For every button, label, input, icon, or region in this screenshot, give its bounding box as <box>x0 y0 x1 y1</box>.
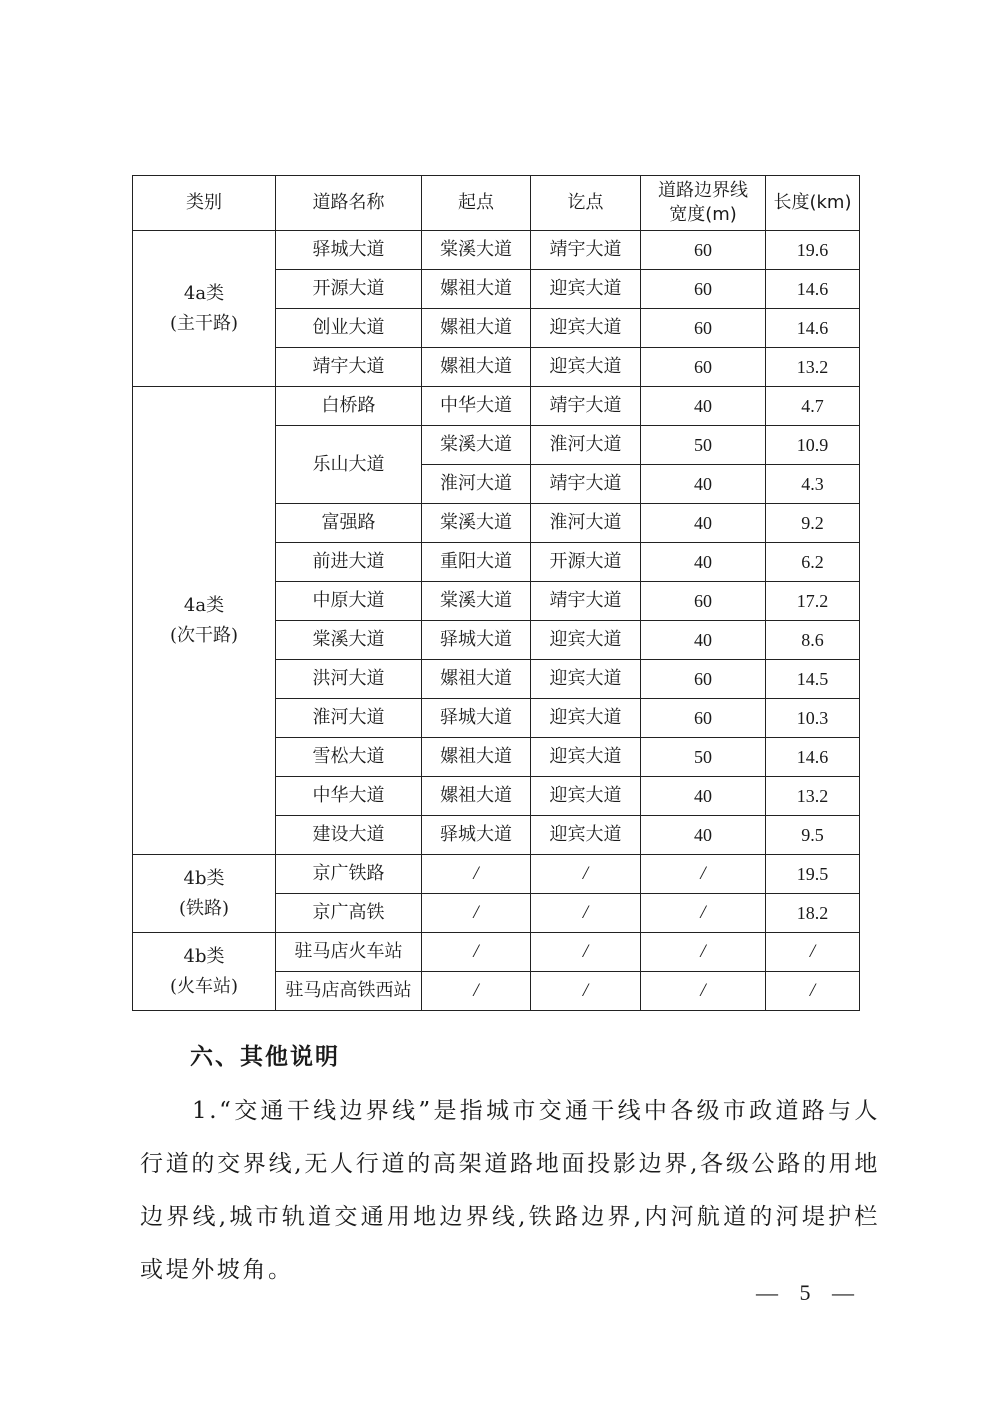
category-cell <box>133 387 276 855</box>
start-point-cell: 淮河大道 <box>422 465 531 504</box>
start-point-cell: 重阳大道 <box>422 543 531 582</box>
table-row <box>133 933 860 972</box>
start-point-cell: 嫘祖大道 <box>422 660 531 699</box>
width-cell: 40 <box>641 816 766 855</box>
end-point-cell: 迎宾大道 <box>531 660 641 699</box>
road-name-cell: 中华大道 <box>276 777 422 816</box>
category-sublabel: (火车站) <box>169 975 239 997</box>
end-point-cell: 迎宾大道 <box>531 621 641 660</box>
width-cell: 40 <box>641 621 766 660</box>
road-name-cell: 开源大道 <box>276 270 422 309</box>
end-point-cell: / <box>531 972 641 1011</box>
road-name-cell: 前进大道 <box>276 543 422 582</box>
category-label: 4a类 <box>183 282 225 304</box>
length-cell: 10.9 <box>766 426 860 465</box>
road-name-cell: 中原大道 <box>276 582 422 621</box>
road-name-cell: 棠溪大道 <box>276 621 422 660</box>
length-cell: 13.2 <box>766 348 860 387</box>
length-cell: 17.2 <box>766 582 860 621</box>
header-width <box>641 176 766 231</box>
length-cell: 9.2 <box>766 504 860 543</box>
start-point-cell: 驿城大道 <box>422 699 531 738</box>
end-point-cell: 靖宇大道 <box>531 465 641 504</box>
category-cell <box>133 231 276 387</box>
width-cell: 40 <box>641 777 766 816</box>
width-cell: 40 <box>641 465 766 504</box>
length-cell: 19.5 <box>766 855 860 894</box>
width-cell: / <box>641 855 766 894</box>
length-cell: 4.7 <box>766 387 860 426</box>
section-heading: 六、其他说明 <box>190 1044 340 1070</box>
road-name-cell: 洪河大道 <box>276 660 422 699</box>
category-sublabel: (主干路) <box>169 312 239 334</box>
end-point-cell: 迎宾大道 <box>531 777 641 816</box>
road-name-cell: 富强路 <box>276 504 422 543</box>
category-sublabel: (次干路) <box>169 624 239 646</box>
width-cell: 60 <box>641 231 766 270</box>
length-cell: 4.3 <box>766 465 860 504</box>
header-start: 起点 <box>422 176 531 231</box>
category-label: 4b类 <box>183 867 225 889</box>
start-point-cell: / <box>422 894 531 933</box>
width-cell: 40 <box>641 504 766 543</box>
length-cell: 9.5 <box>766 816 860 855</box>
road-name-cell: 驿城大道 <box>276 231 422 270</box>
end-point-cell: / <box>531 894 641 933</box>
start-point-cell: 嫘祖大道 <box>422 309 531 348</box>
length-cell: 14.6 <box>766 309 860 348</box>
width-cell: 60 <box>641 699 766 738</box>
start-point-cell: / <box>422 972 531 1011</box>
start-point-cell: 驿城大道 <box>422 816 531 855</box>
start-point-cell: 驿城大道 <box>422 621 531 660</box>
table-row <box>133 387 860 426</box>
start-point-cell: 棠溪大道 <box>422 504 531 543</box>
road-name-cell: 驻马店火车站 <box>276 933 422 972</box>
start-point-cell: 嫘祖大道 <box>422 270 531 309</box>
width-cell: 60 <box>641 348 766 387</box>
table-body <box>133 231 860 1011</box>
length-cell: 18.2 <box>766 894 860 933</box>
road-name-cell: 白桥路 <box>276 387 422 426</box>
start-point-cell: 棠溪大道 <box>422 231 531 270</box>
start-point-cell: 嫘祖大道 <box>422 348 531 387</box>
road-name-cell: 创业大道 <box>276 309 422 348</box>
width-cell: 40 <box>641 543 766 582</box>
end-point-cell: 迎宾大道 <box>531 816 641 855</box>
width-cell: / <box>641 894 766 933</box>
width-cell: 50 <box>641 738 766 777</box>
end-point-cell: 靖宇大道 <box>531 387 641 426</box>
start-point-cell: 中华大道 <box>422 387 531 426</box>
start-point-cell: / <box>422 855 531 894</box>
road-name-cell: 驻马店高铁西站 <box>276 972 422 1011</box>
end-point-cell: / <box>531 933 641 972</box>
length-cell: 13.2 <box>766 777 860 816</box>
end-point-cell: 淮河大道 <box>531 504 641 543</box>
category-cell <box>133 933 276 1011</box>
start-point-cell: 嫘祖大道 <box>422 738 531 777</box>
end-point-cell: 靖宇大道 <box>531 231 641 270</box>
road-name-cell: 靖宇大道 <box>276 348 422 387</box>
end-point-cell: 迎宾大道 <box>531 348 641 387</box>
length-cell: / <box>766 972 860 1011</box>
width-cell: 60 <box>641 582 766 621</box>
header-end: 讫点 <box>531 176 641 231</box>
road-name-cell: 淮河大道 <box>276 699 422 738</box>
table-row <box>133 231 860 270</box>
header-category: 类别 <box>133 176 276 231</box>
end-point-cell: 开源大道 <box>531 543 641 582</box>
width-cell: 40 <box>641 387 766 426</box>
end-point-cell: 迎宾大道 <box>531 270 641 309</box>
width-cell: / <box>641 972 766 1011</box>
start-point-cell: 棠溪大道 <box>422 426 531 465</box>
table-row <box>133 855 860 894</box>
length-cell: / <box>766 933 860 972</box>
width-cell: 60 <box>641 270 766 309</box>
length-cell: 10.3 <box>766 699 860 738</box>
end-point-cell: 淮河大道 <box>531 426 641 465</box>
header-width-line1: 道路边界线 <box>658 180 748 201</box>
start-point-cell: 嫘祖大道 <box>422 777 531 816</box>
category-sublabel: (铁路) <box>178 897 230 919</box>
length-cell: 14.5 <box>766 660 860 699</box>
category-label: 4b类 <box>183 945 225 967</box>
section-paragraph: 1.“交通干线边界线”是指城市交通干线中各级市政道路与人行道的交界线,无人行道的高架道路地面投影边界,各级公路的用地边界线,城市轨道交通用地边界线,铁路边界,内河航道的河堤护栏或堤外坡角。 <box>140 1098 880 1283</box>
category-cell <box>133 855 276 933</box>
width-cell: / <box>641 933 766 972</box>
road-name-cell: 京广高铁 <box>276 894 422 933</box>
length-cell: 19.6 <box>766 231 860 270</box>
header-road-name: 道路名称 <box>276 176 422 231</box>
length-cell: 14.6 <box>766 738 860 777</box>
end-point-cell: 迎宾大道 <box>531 738 641 777</box>
road-boundary-table <box>132 175 860 1011</box>
road-name-cell: 建设大道 <box>276 816 422 855</box>
width-cell: 60 <box>641 309 766 348</box>
end-point-cell: 靖宇大道 <box>531 582 641 621</box>
width-cell: 50 <box>641 426 766 465</box>
start-point-cell: 棠溪大道 <box>422 582 531 621</box>
end-point-cell: 迎宾大道 <box>531 309 641 348</box>
end-point-cell: / <box>531 855 641 894</box>
page-number: — 5 — <box>756 1280 862 1305</box>
header-width-line2: 宽度(m) <box>669 204 737 225</box>
length-cell: 14.6 <box>766 270 860 309</box>
category-label: 4a类 <box>183 594 225 616</box>
header-length: 长度(km) <box>766 176 860 231</box>
start-point-cell: / <box>422 933 531 972</box>
road-name-cell: 京广铁路 <box>276 855 422 894</box>
table-header-row <box>133 176 860 231</box>
road-name-cell: 乐山大道 <box>276 426 422 504</box>
end-point-cell: 迎宾大道 <box>531 699 641 738</box>
width-cell: 60 <box>641 660 766 699</box>
length-cell: 6.2 <box>766 543 860 582</box>
road-name-cell: 雪松大道 <box>276 738 422 777</box>
length-cell: 8.6 <box>766 621 860 660</box>
